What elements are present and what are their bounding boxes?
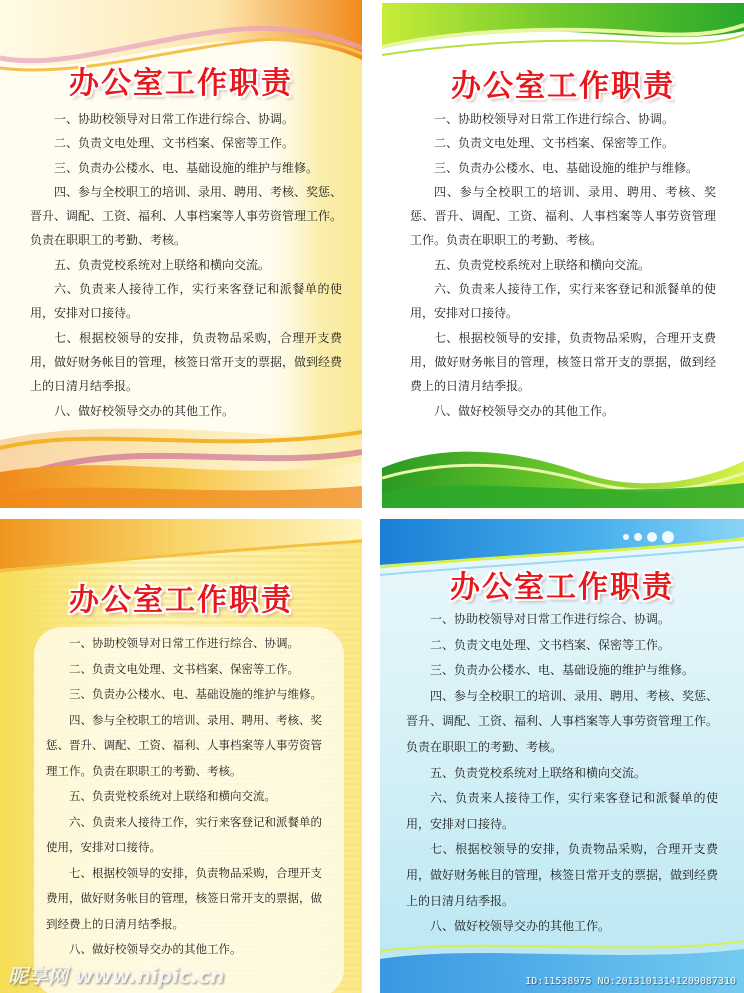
panel-title: 办公室工作职责 [69,66,293,101]
duty-item: 四、参与全校职工的培训、录用、聘用、考核、奖惩、晋升、调配、工资、福利、人事档案等人事劳资管理工作。负责在职职工的考勤、考核。 [406,688,719,754]
duty-item: 八、做好校领导交办的其他工作。 [430,919,611,934]
duty-item: 七、根据校领导的安排，负责物品采购，合理开支费用，做好财务帐目的管理，核签日常开支的票据，做到经费上的日清月结季报。 [406,842,719,908]
duty-item: 四、参与全校职工的培训、录用、聘用、考核、奖惩、晋升、调配、工资、福利、人事档案等人事劳资管理工作。负责在职职工的考勤、考核。 [46,712,322,778]
duty-item: 八、做好校领导交办的其他工作。 [434,403,615,418]
duty-item: 五、负责党校系统对上联络和横向交流。 [434,257,651,272]
duty-item: 一、协助校领导对日常工作进行综合、协调。 [430,612,671,626]
panel-title: 办公室工作职责 [69,583,293,618]
duty-item: 七、根据校领导的安排，负责物品采购，合理开支费用，做好财务帐目的管理，核签日常开支的票据，做到经费上的日清月结季报。 [46,865,322,931]
duty-item: 八、做好校领导交办的其他工作。 [54,403,235,418]
poster-panel-orange [0,0,362,508]
duty-item: 三、负责办公楼水、电、基础设施的维护与维修。 [69,687,322,701]
poster-panel-yellow [0,519,362,993]
duty-item: 五、负责党校系统对上联络和横向交流。 [54,257,271,272]
watermark-id: ID:11538975 NO:20131013141209087310 [525,976,736,987]
duty-item: 一、协助校领导对日常工作进行综合、协调。 [54,112,295,126]
duty-item: 二、负责文电处理、文书档案、保密等工作。 [430,637,671,652]
duties-list [30,107,342,423]
panel-title: 办公室工作职责 [451,69,675,104]
duty-item: 八、做好校领导交办的其他工作。 [69,942,242,956]
duty-item: 一、协助校领导对日常工作进行综合、协调。 [69,636,299,650]
duty-item: 三、负责办公楼水、电、基础设施的维护与维修。 [430,663,695,678]
duty-item: 六、负责来人接待工作，实行来客登记和派餐单的使用，安排对口接待。 [406,791,718,831]
duty-item: 三、负责办公楼水、电、基础设施的维护与维修。 [54,160,319,175]
duty-item: 六、负责来人接待工作，实行来客登记和派餐单的使用，安排对口接待。 [30,282,342,321]
duty-item: 六、负责来人接待工作，实行来客登记和派餐单的使用，安排对口接待。 [410,282,716,321]
duty-item: 五、负责党校系统对上联络和横向交流。 [69,789,276,803]
duty-item: 五、负责党校系统对上联络和横向交流。 [430,765,647,780]
duty-item: 七、根据校领导的安排，负责物品采购，合理开支费用，做好财务帐目的管理，核签日常开支的票据，做到经费上的日清月结季报。 [410,330,716,394]
duty-item: 一、协助校领导对日常工作进行综合、协调。 [434,112,675,126]
duty-item: 四、参与全校职工的培训、录用、聘用、考核、奖惩、晋升、调配、工资、福利、人事档案等人事劳资管理工作。负责在职职工的考勤、考核。 [410,184,716,248]
duties-list [406,607,718,940]
duty-item: 六、负责来人接待工作，实行来客登记和派餐单的使用，安排对口接待。 [46,814,322,854]
duty-item: 四、参与全校职工的培训、录用、聘用、考核、奖惩、晋升、调配、工资、福利、人事档案等人事劳资管理工作。负责在职职工的考勤、考核。 [30,184,343,248]
poster-panel-green [382,3,744,508]
duty-item: 二、负责文电处理、文书档案、保密等工作。 [434,136,675,151]
duty-item: 七、根据校领导的安排，负责物品采购，合理开支费用，做好财务帐目的管理，核签日常开支的票据，做到经费上的日清月结季报。 [30,330,343,394]
duties-list [46,631,322,963]
poster-panel-blue [380,519,744,993]
duties-list [410,107,716,423]
duty-item: 二、负责文电处理、文书档案、保密等工作。 [54,136,295,151]
duty-item: 二、负责文电处理、文书档案、保密等工作。 [69,661,299,676]
watermark-logo: 昵享网 www.nipic.cn [8,964,225,988]
duty-item: 三、负责办公楼水、电、基础设施的维护与维修。 [434,160,699,175]
panel-title: 办公室工作职责 [450,570,674,605]
